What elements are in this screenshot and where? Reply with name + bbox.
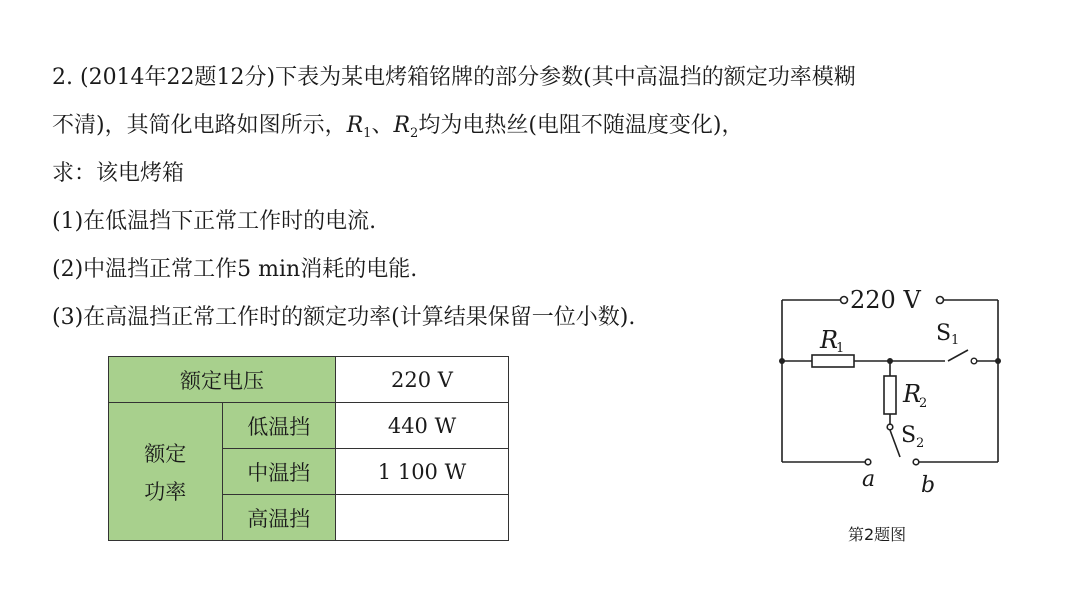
line2-text-a: 不清)，其简化电路如图所示， <box>52 113 347 138</box>
contact-a-label: a <box>862 467 876 492</box>
s1-label: S <box>936 321 952 346</box>
rated-voltage-label: 额定电压 <box>109 357 336 403</box>
voltage-label: 220 V <box>850 286 921 314</box>
junction-middle <box>887 358 893 364</box>
power-low: 440 W <box>336 403 509 449</box>
question-1: (1)在低温挡下正常工作时的电流. <box>52 209 377 234</box>
r1-symbol: R <box>346 113 364 138</box>
s2-label: S <box>901 423 917 448</box>
terminal-left <box>841 297 848 304</box>
s2-pivot <box>887 424 893 430</box>
rated-power-label <box>109 403 223 541</box>
terminal-right <box>937 297 944 304</box>
question-3: (3)在高温挡正常工作时的额定功率(计算结果保留一位小数). <box>52 305 636 330</box>
s2-label-sub: 2 <box>916 436 925 451</box>
problem-line-3: 求：该电烤箱 <box>52 161 185 186</box>
gear-mid: 中温挡 <box>222 449 336 495</box>
r1-label: R <box>820 326 839 354</box>
gear-high: 高温挡 <box>222 495 336 541</box>
r2-label: R <box>903 380 922 408</box>
power-mid: 1 100 W <box>336 449 509 495</box>
r1-subscript: 1 <box>363 126 372 141</box>
s2-switch-blade <box>890 430 900 457</box>
r2-label-sub: 2 <box>919 396 928 411</box>
separator: 、 <box>371 113 394 138</box>
table-row <box>109 357 509 403</box>
contact-b-label: b <box>921 473 936 498</box>
junction-left <box>779 358 785 364</box>
table-row <box>109 403 509 449</box>
junction-right <box>995 358 1001 364</box>
line2-text-b: 均为电热丝(电阻不随温度变化)， <box>418 113 744 138</box>
r2-resistor <box>884 376 896 414</box>
rated-power-label-2: 功率 <box>144 479 187 504</box>
gear-low: 低温挡 <box>222 403 336 449</box>
s1-contact <box>971 358 977 364</box>
problem-line-1: 2. (2014年22题12分)下表为某电烤箱铭牌的部分参数(其中高温挡的额定功率模糊 <box>52 65 856 90</box>
r2-symbol: R <box>393 113 411 138</box>
rated-power-label-1: 额定 <box>144 441 187 466</box>
figure-caption: 第2题图 <box>848 525 907 544</box>
r2-subscript: 2 <box>410 126 419 141</box>
contact-a <box>865 459 871 465</box>
r1-label-sub: 1 <box>836 341 845 356</box>
r1-resistor <box>812 355 854 367</box>
s1-switch-blade <box>948 350 968 361</box>
circuit-diagram <box>770 282 1020 512</box>
power-high <box>336 495 509 541</box>
question-2: (2)中温挡正常工作5 min消耗的电能. <box>52 257 418 282</box>
parameter-table <box>108 356 509 541</box>
problem-line-2 <box>52 102 1012 150</box>
s1-label-sub: 1 <box>951 333 960 348</box>
contact-b <box>913 459 919 465</box>
rated-voltage-value: 220 V <box>336 357 509 403</box>
